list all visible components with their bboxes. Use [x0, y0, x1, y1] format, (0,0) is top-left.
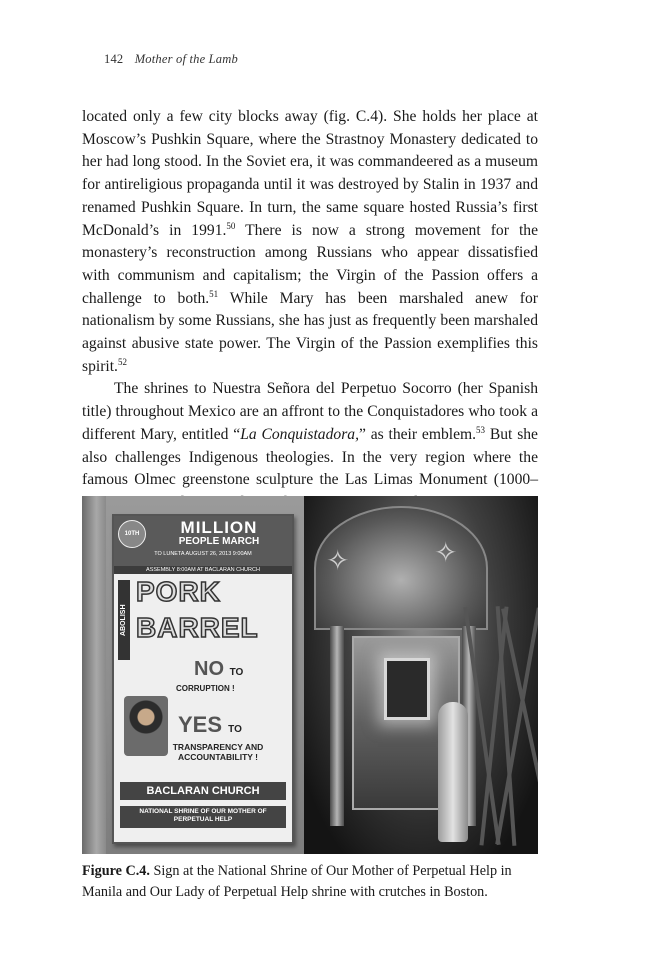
- sign-yes-word: YES: [178, 712, 223, 737]
- paragraph-2-italic: La Conquistadora,: [240, 425, 359, 443]
- sign-no: [194, 658, 243, 681]
- sign-abolish: ABOLISH: [118, 580, 130, 660]
- sign-no-to: TO: [229, 667, 244, 678]
- paragraph-2-text-b: ” as their emblem.: [358, 425, 477, 443]
- angel-icon: ✧: [326, 546, 350, 577]
- sign-church: BACLARAN CHURCH: [120, 782, 286, 800]
- figure-c4: [82, 496, 538, 854]
- paragraph-1: [82, 106, 538, 378]
- sign-shrine: NATIONAL SHRINE OF OUR MOTHER OF PERPETUAL HELP: [120, 806, 286, 828]
- paragraph-1-text-b: There is now a strong movement for the monastery’s reconstruction among Russians who appear dissatisfied with communism and capitalism; the Virgin of the Passion offers a challenge to both.: [82, 221, 538, 307]
- sign-million: MILLION: [180, 518, 258, 537]
- footnote-ref-50[interactable]: 50: [226, 220, 236, 231]
- crutch: [496, 606, 517, 846]
- sign-march: PEOPLE MARCH: [178, 536, 260, 547]
- sign-no-word: NO: [194, 658, 224, 680]
- figure-caption: [82, 861, 538, 902]
- paragraph-2: [82, 378, 538, 514]
- photo-boston-shrine: [304, 496, 538, 854]
- footnote-ref-52[interactable]: 52: [117, 356, 127, 367]
- icon-painting: [384, 658, 430, 720]
- column: [330, 626, 344, 826]
- footnote-ref-53[interactable]: 53: [476, 424, 486, 435]
- sign-corruption: CORRUPTION !: [176, 684, 235, 693]
- caption-label: Figure C.4.: [82, 863, 150, 879]
- angel-icon: ✧: [434, 538, 458, 569]
- photo-manila-sign: [82, 496, 304, 854]
- sign-date: TO LUNETA AUGUST 26, 2013 9:00AM: [154, 551, 252, 557]
- sign-header: [114, 516, 292, 566]
- sign-yes-to: TO: [228, 724, 242, 735]
- paragraph-1-text-c: While Mary has been marshaled anew for nationalism by some Russians, she has just as frequently been marshaled against abusive state power. The Virgin of the Passion exemplifies this spirit.: [82, 289, 538, 375]
- sign-pork: PORK: [136, 576, 221, 607]
- paragraph-2-text-c: But she also challenges Indigenous theologies. In the very region where the famous Olmec greenstone sculpture the Las Limas Monument (1000–: [82, 425, 538, 489]
- page-number: 142: [104, 52, 124, 66]
- caption-text: Sign at the National Shrine of Our Mother of Perpetual Help in Manila and Our Lady of Perpetual Help shrine with crutches in Boston.: [82, 863, 512, 900]
- paragraph-2-text-a: The shrines to Nuestra Señora del Perpetuo Socorro (her Spanish title) throughout Mexico are an affront to the Conquistadores who took a different Mary, entitled “: [82, 380, 538, 443]
- statue: [438, 702, 468, 842]
- sign-badge: 10TH: [118, 520, 146, 548]
- sign-transparency: TRANSPARENCY AND ACCOUNTABILITY !: [172, 742, 264, 762]
- book-title: Mother of the Lamb: [134, 52, 238, 66]
- paragraph-1-text-a: located only a few city blocks away (fig. C.4). She holds her place at Moscow’s Pushkin Square, where the Strastnoy Monastery dedicated to her had long stood. In the Soviet era, it was commandeered as a museum for antireligious propaganda until it was destroyed by Stalin in 1937 and renamed Pushkin Square. In turn, the same square hosted Russia’s first McDonald’s in 1991.: [82, 108, 538, 239]
- footnote-ref-51[interactable]: 51: [209, 288, 219, 299]
- body-text: [82, 106, 538, 515]
- protest-sign: [112, 514, 294, 844]
- sign-barrel: BARREL: [136, 612, 259, 643]
- sign-yes: [178, 712, 242, 738]
- running-head: [104, 52, 238, 67]
- church-pillar: [82, 496, 106, 854]
- sign-assembly: ASSEMBLY 8:00AM AT BACLARAN CHURCH: [114, 566, 292, 574]
